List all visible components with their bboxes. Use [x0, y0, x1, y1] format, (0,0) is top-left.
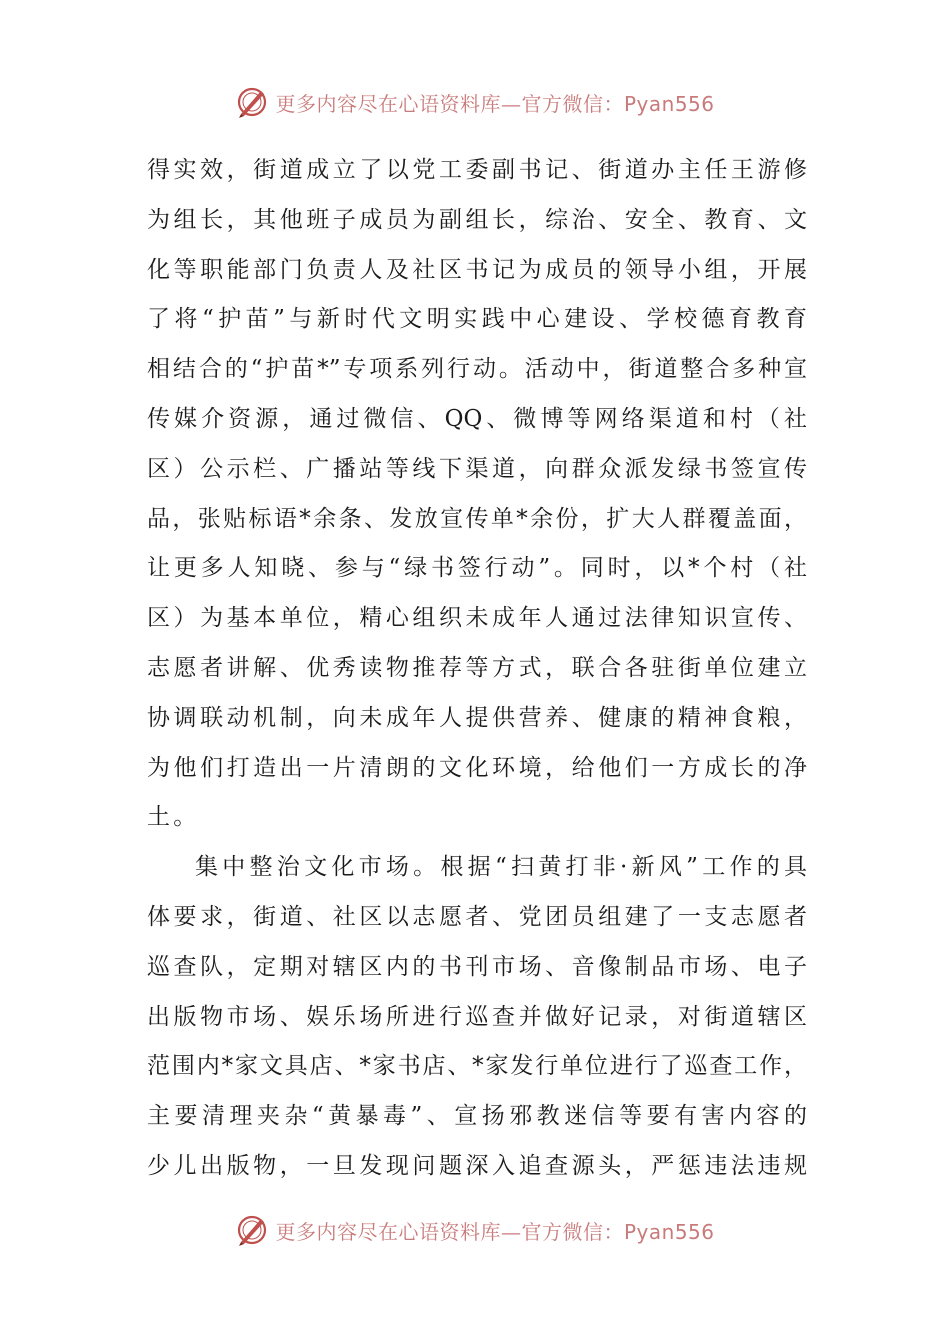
text-line: 协调联动机制，向未成年人提供营养、健康的精神食粮，	[147, 704, 807, 731]
text-line: 主要清理夹杂“黄暴毒”、宣扬邪教迷信等要有害内容的	[147, 1103, 807, 1130]
text-line: 土。	[147, 804, 200, 831]
text-line: 为他们打造出一片清朗的文化环境，给他们一方成长的净	[147, 754, 807, 781]
text-line: 为组长，其他班子成员为副组长，综治、安全、教育、文	[147, 206, 807, 233]
text-line: 化等职能部门负责人及社区书记为成员的领导小组，开展	[147, 256, 807, 283]
pen-seal-icon	[235, 1213, 269, 1247]
paragraph-start-line: 集中整治文化市场。根据“扫黄打非·新风”工作的具	[195, 854, 807, 881]
wechat-id: Pyan556	[623, 91, 715, 116]
text-line: 相结合的“护苗*”专项系列行动。活动中，街道整合多种宣	[147, 356, 807, 383]
text-line: 得实效，街道成立了以党工委副书记、街道办主任王游修	[147, 157, 807, 183]
header-banner	[0, 82, 950, 122]
text-line: 区）公示栏、广播站等线下渠道，向群众派发绿书签宣传	[147, 455, 807, 482]
wechat-id: Pyan556	[623, 1219, 715, 1244]
banner-text: 更多内容尽在心语资料库—官方微信：Pyan556	[275, 1219, 715, 1244]
text-line: 出版物市场、娱乐场所进行巡查并做好记录，对街道辖区	[147, 1003, 807, 1030]
text-line: 了将“护苗”与新时代文明实践中心建设、学校德育教育	[147, 306, 807, 333]
pen-seal-icon	[235, 85, 269, 119]
banner-text: 更多内容尽在心语资料库—官方微信：Pyan556	[275, 91, 715, 116]
text-line: 巡查队，定期对辖区内的书刊市场、音像制品市场、电子	[147, 953, 807, 980]
text-line: 品，张贴标语*余条、发放宣传单*余份，扩大人群覆盖面，	[147, 505, 807, 532]
text-line: 体要求，街道、社区以志愿者、党团员组建了一支志愿者	[147, 903, 807, 930]
document-body	[147, 146, 807, 1192]
text-line: 志愿者讲解、优秀读物推荐等方式，联合各驻街单位建立	[147, 654, 807, 681]
text-line: 让更多人知晓、参与“绿书签行动”。同时，以*个村（社	[147, 555, 807, 582]
footer-banner	[0, 1210, 950, 1250]
text-line: 范围内*家文具店、*家书店、*家发行单位进行了巡查工作，	[147, 1053, 807, 1080]
text-line: 区）为基本单位，精心组织未成年人通过法律知识宣传、	[147, 605, 807, 632]
text-line: 少儿出版物，一旦发现问题深入追查源头，严惩违法违规	[147, 1152, 807, 1179]
text-line: 传媒介资源，通过微信、QQ、微博等网络渠道和村（社	[147, 405, 807, 432]
